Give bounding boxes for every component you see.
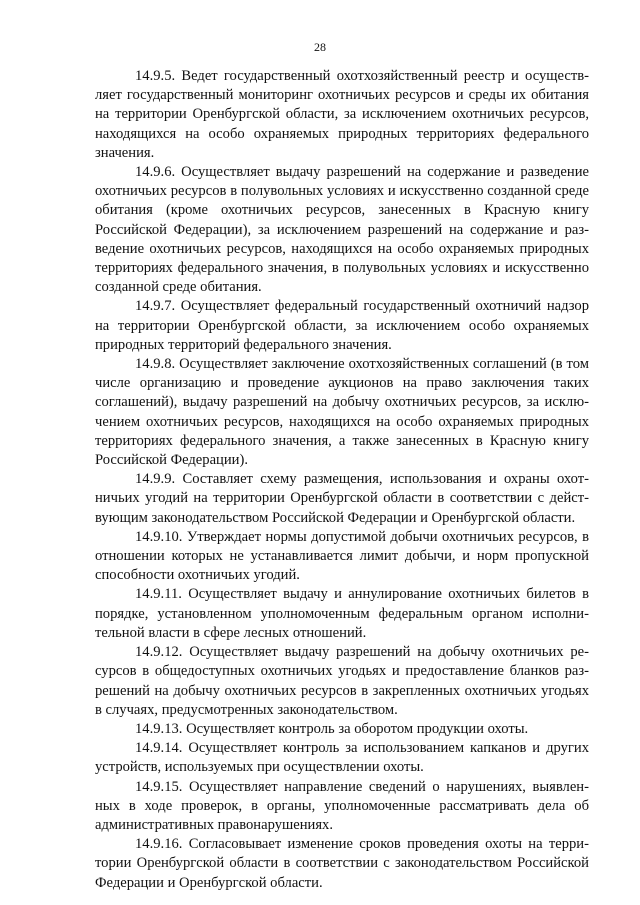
paragraph-14-9-7: 14.9.7. Осуществляет федеральный государственный охотничий надзор на территории Оренбургской области, за исключением особо охраняемых природных территорий федерального значения.	[95, 298, 589, 353]
paragraph-14-9-16: 14.9.16. Согласовывает изменение сроков проведения охоты на территории Оренбургской области в соответствии с законодательством Российской Федерации и Оренбургской области.	[95, 836, 589, 891]
paragraph-14-9-5: 14.9.5. Ведет государственный охотхозяйственный реестр и осуществляет государственный мониторинг охотничьих ресурсов и среды их обитания на территории Оренбургской области, за исключением охотничьих ресурсов, находящихся на особо охраняемых природных территориях федерального значения.	[95, 68, 589, 161]
paragraph-14-9-13: 14.9.13. Осуществляет контроль за оборотом продукции охоты.	[135, 720, 529, 737]
paragraph-14-9-10: 14.9.10. Утверждает нормы допустимой добычи охотничьих ресурсов, в отношении которых не устанавливается лимит добычи, и норм пропускной способности охотничьих угодий.	[95, 528, 589, 584]
page-number: 28	[314, 40, 326, 54]
paragraph-14-9-11: 14.9.11. Осуществляет выдачу и аннулирование охотничьих билетов в порядке, установленном уполномоченным федеральным органом исполнительной власти в сфере лесных отношений.	[95, 586, 589, 641]
paragraph-14-9-8: 14.9.8. Осуществляет заключение охотхозяйственных соглашений (в том числе организацию и проведение аукционов на право заключения таких соглашений), выдачу разрешений на добычу охотничьих ресурсов, за исключением охотничьих ресурсов, находящихся на особо охраняемых природных территориях федерального значения, а также занесенных в Красную книгу Российской Федерации).	[95, 356, 589, 469]
paragraph-14-9-6: 14.9.6. Осуществляет выдачу разрешений на содержание и разведение охотничьих ресурсов в полувольных условиях и искусственно созданной среде обитания (кроме охотничьих ресурсов, занесенных в Красную книгу Российской Федерации), за исключением разрешений на содержание и разведение охотничьих ресурсов, находящихся на особо охраняемых природных территориях федерального значения, в полувольных условиях и искусственно созданной среде обитания.	[95, 164, 589, 296]
paragraph-14-9-14: 14.9.14. Осуществляет контроль за использованием капканов и других устройств, используемых при осуществлении охоты.	[95, 740, 589, 776]
paragraph-14-9-15: 14.9.15. Осуществляет направление сведений о нарушениях, выявленных в ходе проверок, в органы, уполномоченные рассматривать дела об административных правонарушениях.	[95, 778, 589, 833]
document-body	[95, 67, 589, 893]
paragraph-14-9-9: 14.9.9. Составляет схему размещения, использования и охраны охотничьих угодий на территории Оренбургской области в соответствии с действующим законодательством Российской Федерации и Оренбургской области.	[95, 471, 589, 526]
paragraph-14-9-12: 14.9.12. Осуществляет выдачу разрешений на добычу охотничьих ресурсов в общедоступных охотничьих угодьях и предоставление бланков разрешений на добычу охотничьих ресурсов в закрепленных охотничьих угодьях в случаях, предусмотренных законодательством.	[95, 644, 589, 718]
